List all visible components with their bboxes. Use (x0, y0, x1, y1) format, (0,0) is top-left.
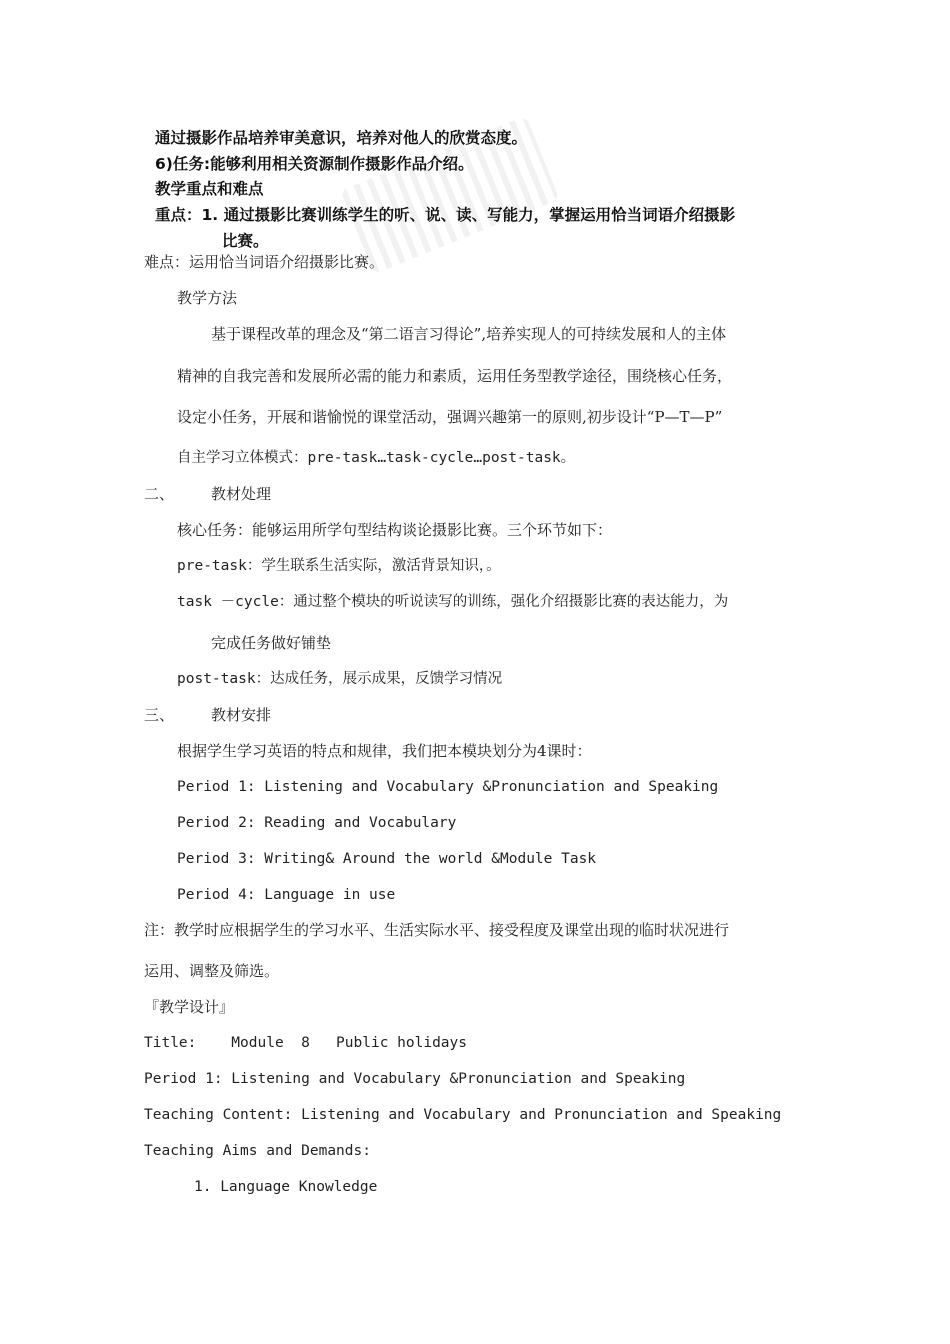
aim-aesthetic-line: 通过摄影作品培养审美意识，培养对他人的欣赏态度。 (155, 129, 528, 147)
note-line-1: 注：教学时应根据学生的学习水平、生活实际水平、接受程度及课堂出现的临时状况进行 (144, 921, 730, 939)
teaching-design-heading: 『教学设计』 (144, 998, 235, 1016)
section-number-2: 二、 (144, 485, 175, 503)
pre-task-line: pre-task：学生联系生活实际，激活背景知识，。 (177, 558, 501, 574)
task-cycle-continuation: 完成任务做好铺垫 (211, 634, 332, 652)
section-number-3: 三、 (144, 706, 175, 724)
period-line: Period 1: Listening and Vocabulary &Pronunciation and Speaking (144, 1071, 686, 1087)
section-heading-material-arrangement: 教材安排 (211, 706, 272, 724)
teaching-aims-line: Teaching Aims and Demands: (144, 1143, 371, 1159)
title-line: Title: Module 8 Public holidays (144, 1035, 468, 1051)
period-4-line: Period 4: Language in use (177, 887, 396, 903)
method-paragraph-line-4: 自主学习立体模式：pre-task…task-cycle…post-task。 (177, 450, 576, 466)
period-2-line: Period 2: Reading and Vocabulary (177, 815, 457, 831)
method-paragraph-line-2: 精神的自我完善和发展所必需的能力和素质，运用任务型教学途径，围绕核心任务， (177, 367, 733, 385)
section-heading-material-processing: 教材处理 (211, 485, 272, 503)
method-paragraph-line-3: 设定小任务，开展和谐愉悦的课堂活动，强调兴趣第一的原则,初步设计“P—T—P” (177, 408, 723, 426)
teaching-content-line: Teaching Content: Listening and Vocabulary and Pronunciation and Speaking (144, 1107, 782, 1123)
method-paragraph-line-1: 基于课程改革的理念及“第二语言习得论”,培养实现人的可持续发展和人的主体 (211, 325, 727, 343)
arrangement-intro-line: 根据学生学习英语的特点和规律，我们把本模块划分为4课时： (177, 742, 592, 760)
core-task-line: 核心任务：能够运用所学句型结构谈论摄影比赛。三个环节如下： (177, 521, 613, 539)
language-knowledge-line: 1. Language Knowledge (194, 1179, 378, 1195)
aim-task-line: 6)任务:能够利用相关资源制作摄影作品介绍。 (155, 155, 474, 173)
post-task-line: post-task：达成任务，展示成果，反馈学习情况 (177, 671, 503, 687)
key-points-heading: 教学重点和难点 (155, 180, 264, 198)
period-1-line: Period 1: Listening and Vocabulary &Pronunciation and Speaking (177, 779, 719, 795)
difficult-point-line: 难点：运用恰当词语介绍摄影比赛。 (144, 253, 385, 271)
key-point-continuation: 比赛。 (222, 232, 269, 250)
note-line-2: 运用、调整及筛选。 (144, 962, 280, 980)
task-cycle-line: task －cycle：通过整个模块的听说读写的训练，强化介绍摄影比赛的表达能力，为 (177, 594, 729, 610)
key-point-line: 重点：1. 通过摄影比赛训练学生的听、说、读、写能力，掌握运用恰当词语介绍摄影 (155, 206, 736, 224)
period-3-line: Period 3: Writing& Around the world &Module Task (177, 851, 597, 867)
teaching-method-heading: 教学方法 (177, 289, 238, 307)
